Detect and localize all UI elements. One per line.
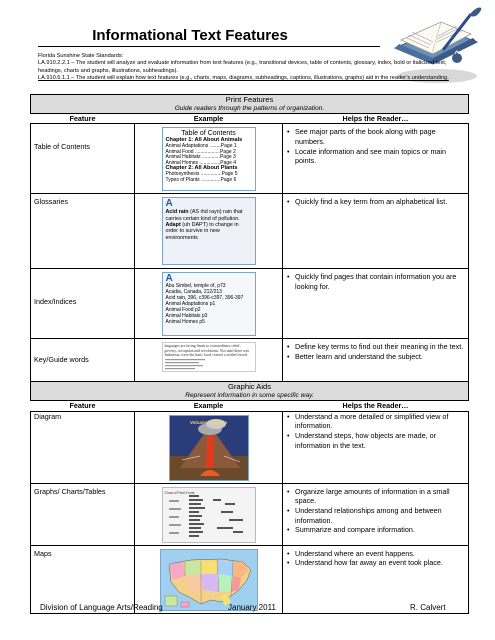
diagram-example (169, 415, 249, 481)
feature-name: Index/Indices (34, 297, 77, 307)
glossary-term: Acid rain (165, 209, 189, 216)
graphic-aids-band (31, 382, 469, 401)
col-header-feature: Feature (31, 113, 135, 124)
graphic-aids-header-row (31, 401, 469, 412)
helps-list (286, 484, 465, 535)
feature-name: Graphs/ Charts/Tables (34, 486, 106, 496)
col-header-example: Example (135, 401, 283, 412)
list-item: • Summarize and compare information. (286, 525, 465, 535)
toc-line: Photosynthesis ...............Page 5 (165, 170, 238, 177)
index-line: Abu Simbel, temple of, p73 (165, 283, 226, 290)
index-example (162, 272, 256, 336)
map-example (160, 549, 258, 611)
index-line: Animal Habitats p3 (165, 312, 208, 319)
toc-line: Animal Homes ...............Page 4 (165, 159, 237, 166)
list-item: • Understand where an event happens. (286, 549, 465, 559)
glossary-definition: (AS ihd rayn) rain that carries certain kind of pollution. (165, 209, 243, 222)
glossary-entry (166, 209, 252, 222)
toc-heading: Table of Contents (181, 130, 236, 138)
footer-date: January 2011 (228, 603, 276, 612)
list-item: • Define key terms to find out their meaning in the text. (286, 342, 465, 352)
list-item: • Locate information and see main topics or main points. (286, 147, 465, 166)
index-line: Acid rain, 396, c396-c397, 396-397 (165, 295, 244, 302)
print-features-title: Print Features (225, 95, 274, 104)
list-item: • See major parts of the book along with page numbers. (286, 127, 465, 146)
list-item: • Quickly find a key term from an alphabetical list. (286, 197, 465, 207)
footer-author: R. Calvert (410, 603, 446, 612)
list-item: • Understand a more detailed or simplified view of information. (286, 412, 465, 431)
index-line: Acadia, Canada, 212/213 (165, 289, 222, 296)
helps-list (286, 269, 465, 291)
glossary-entry (166, 222, 252, 241)
glossary-letter: A (165, 198, 173, 210)
feature-name: Diagram (34, 411, 62, 421)
key-words-text: languages are facing limits to extraordinary relief, poverty, corruption and revolutions. Not until there was Indonesia, were the basic local control a settled forced. (164, 344, 249, 358)
table-of-contents-example (162, 127, 256, 191)
chart-title: Chart of Pixel-Fonts (164, 490, 195, 495)
list-item: • Better learn and understand the subject. (286, 352, 465, 362)
toc-line: Types of Plants ..............Page 6 (165, 176, 237, 183)
feature-name: Glossaries (34, 197, 68, 207)
glossary-definition: (uh DAPT) to change in order to survive in new environments (165, 221, 239, 241)
helps-list (286, 412, 465, 450)
toc-line: Animal Habitats .............Page 3 (165, 154, 236, 161)
toc-line: Chapter 2: All About Plants (165, 165, 238, 172)
key-words-example (162, 342, 256, 372)
print-features-subtitle: Guide readers through the patterns of organization. (174, 104, 325, 112)
helps-list (286, 194, 465, 207)
toc-line: Animal Adaptations ........Page 1 (165, 142, 237, 149)
feature-name: Maps (34, 548, 52, 558)
index-line: Animal Food p2 (165, 307, 201, 314)
usa-map-icon (161, 550, 258, 611)
graphic-aids-title: Graphic Aids (227, 382, 272, 392)
list-item: • Understand relationships among and between information. (286, 506, 465, 525)
table-row (31, 269, 469, 339)
helps-list (286, 546, 465, 568)
chart-example (162, 487, 256, 543)
glossary-term: Adapt (165, 221, 181, 228)
index-letter: A (165, 273, 173, 285)
list-item: • Understand steps, how objects are made, or information in the text. (286, 431, 465, 450)
index-line: Animal Adaptations p1 (165, 301, 216, 308)
table-row (31, 194, 469, 269)
col-header-feature: Feature (31, 401, 135, 412)
table-row (31, 483, 469, 545)
standards-text (38, 53, 458, 83)
standard-la-910-6-1-1: LA.910.6.1.1 – The student will explain how text features (e.g., charts, maps, diagrams, subheadings, captions, illustrations, graphs) aid in the reader’s understanding. (38, 75, 449, 82)
list-item: • Organize large amounts of information in a small space. (286, 487, 465, 506)
print-features-header-row (31, 113, 469, 124)
title-underline (38, 46, 380, 47)
print-features-band (31, 95, 469, 114)
list-item: • Quickly find pages that contain information you are looking for. (286, 272, 465, 291)
diagram-title: Volcano Diagram (189, 419, 228, 425)
text-features-table (30, 94, 469, 614)
table-row (31, 124, 469, 194)
standards-intro: Florida Sunshine State Standards: (38, 53, 124, 59)
toc-line: Animal Food ..................Page 2 (165, 148, 236, 155)
text-lines-icon (165, 358, 253, 370)
feature-name: Table of Contents (34, 142, 90, 152)
table-row (31, 339, 469, 382)
feature-name: Key/Guide words (34, 355, 89, 365)
col-header-helps: Helps the Reader… (283, 113, 469, 124)
toc-line: Chapter 1: All About Animals (165, 137, 243, 144)
glossary-example (162, 197, 256, 265)
col-header-helps: Helps the Reader… (283, 401, 469, 412)
footer-department: Division of Language Arts/Reading (40, 603, 163, 612)
page-title: Informational Text Features (92, 27, 288, 44)
standard-la-910-2-2-1: LA.910.2.2.1 – The student will analyze and evaluate information from text features (e.g., transitional devices, table of contents, glossary, index, bold or italicized text, headings, charts and graphs, illustrations, subheadings). (38, 60, 447, 74)
col-header-example: Example (135, 113, 283, 124)
helps-list (286, 124, 465, 165)
list-item: • Understand how far away an event took place. (286, 558, 465, 568)
helps-list (286, 339, 465, 361)
index-line: Animal Homes p5 (165, 318, 205, 325)
table-row (31, 411, 469, 483)
graphic-aids-subtitle: Represent information in some specific way. (185, 392, 314, 400)
